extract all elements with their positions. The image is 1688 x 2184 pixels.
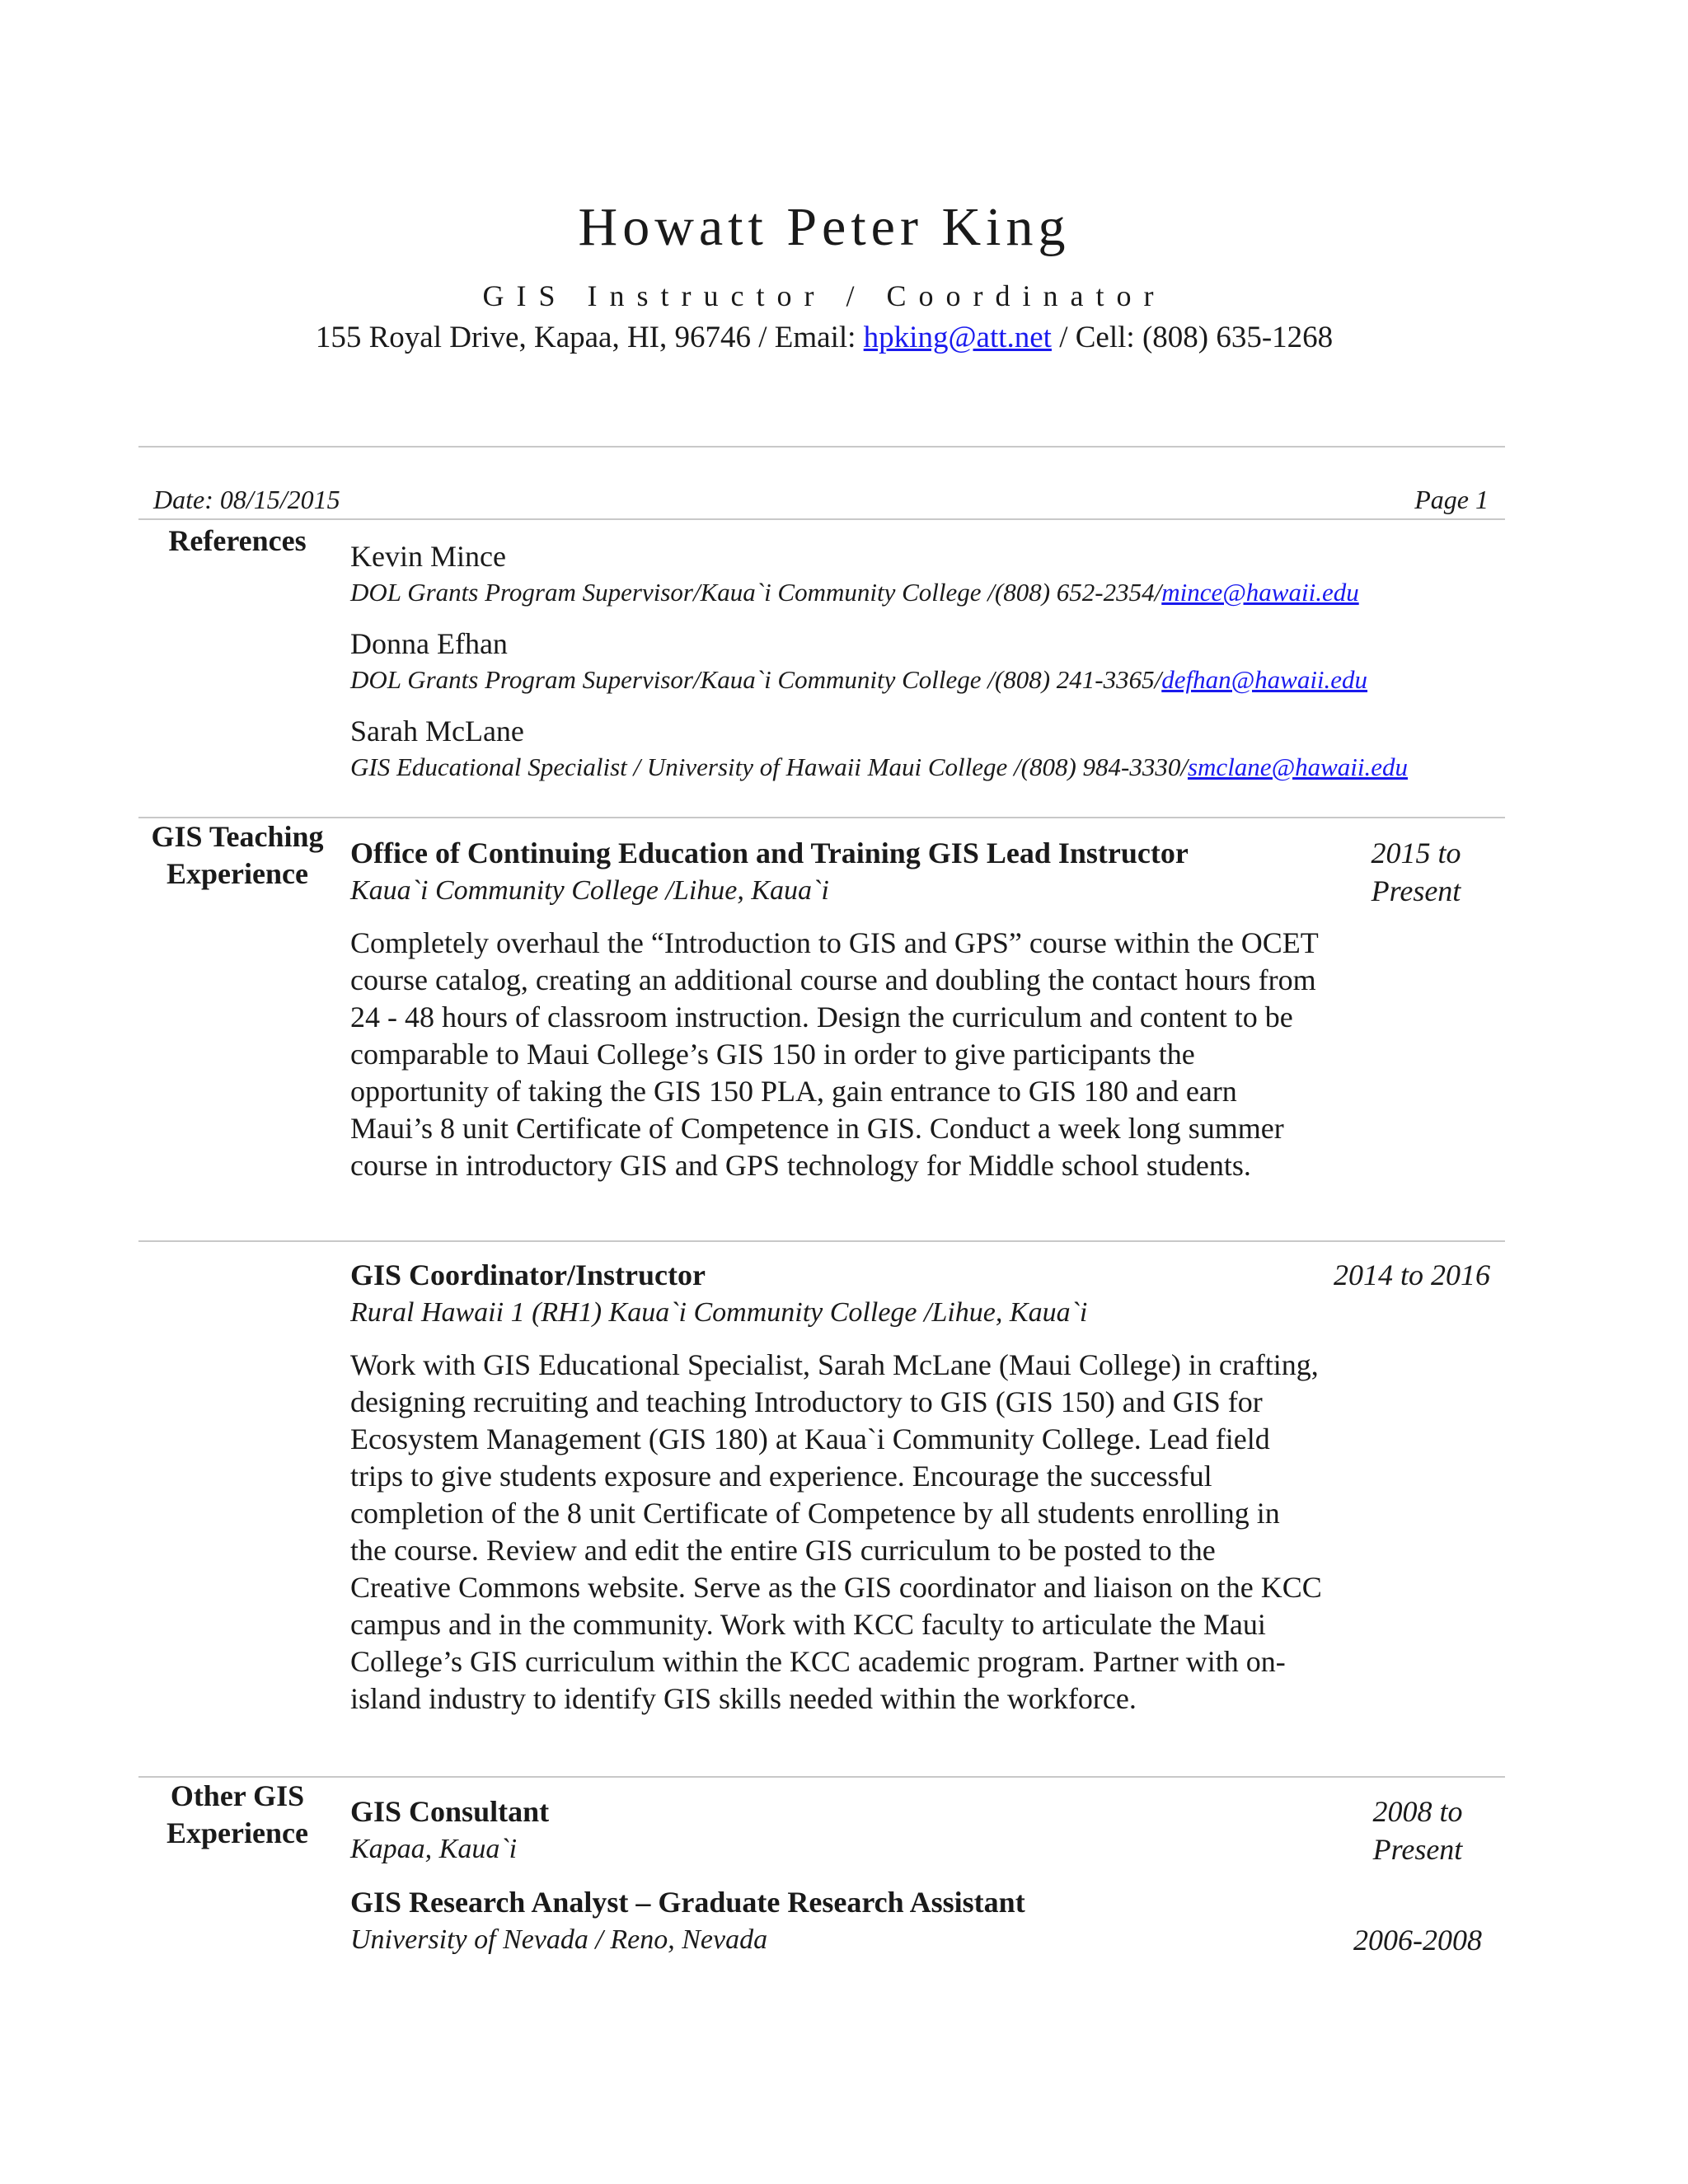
contact-address: 155 Royal Drive, Kapaa, HI, 96746 / Email: (315, 321, 864, 354)
reference-email-link[interactable]: mince@hawaii.edu (1161, 578, 1359, 607)
person-role: GIS Instructor / Coordinator (482, 279, 1166, 312)
job-organization: Rural Hawaii 1 (RH1) Kaua`i Community College /Lihue, Kaua`i (350, 1297, 1088, 1328)
reference-detail (350, 750, 1408, 785)
reference-detail (350, 663, 1367, 697)
job-entry (350, 1793, 549, 1868)
job-years: 2006-2008 (1353, 1924, 1482, 1957)
section-divider (138, 1240, 1505, 1242)
section-divider (138, 817, 1505, 818)
job-description: Completely overhaul the “Introduction to GIS and GPS” course within the OCET course catalog, creating an additional course and doubling the contact hours from 24 - 48 hours of classroom instruction. Design the curriculum and content to be comparable to Maui College’s GIS 150 in order to give participants the opportunity of taking the GIS 150 PLA, gain entrance to GIS 180 and earn Maui’s 8 unit Certificate of Competence in GIS. Conduct a week long summer course in introductory GIS and GPS technology for Middle school students. (350, 926, 1319, 1182)
job-entry (350, 834, 1323, 1184)
contact-line (0, 320, 1648, 355)
person-name: Howatt Peter King (578, 197, 1071, 257)
reference-email-link[interactable]: defhan@hawaii.edu (1161, 665, 1368, 694)
job-title: GIS Research Analyst – Graduate Research Assistant (350, 1886, 1025, 1919)
date-divider (138, 518, 1505, 520)
job-organization: Kapaa, Kaua`i (350, 1834, 518, 1864)
date-text: Date: 08/15/2015 (153, 485, 340, 514)
header-divider (138, 446, 1505, 448)
reference-item (350, 537, 1359, 610)
job-title: Office of Continuing Education and Training GIS Lead Instructor (350, 837, 1189, 869)
job-title: GIS Coordinator/Instructor (350, 1258, 706, 1291)
reference-name: Sarah McLane (350, 715, 524, 748)
reference-role: DOL Grants Program Supervisor/Kaua`i Community College /(808) 241-3365/ (350, 665, 1162, 694)
email-link[interactable]: hpking@att.net (863, 321, 1052, 354)
contact-phone: / Cell: (808) 635-1268 (1051, 321, 1334, 354)
job-entry (350, 1256, 1323, 1718)
reference-item (350, 712, 1408, 785)
job-organization: University of Nevada / Reno, Nevada (350, 1924, 768, 1955)
section-divider (138, 1776, 1505, 1778)
page-number: Page 1 (1414, 485, 1489, 514)
job-title: GIS Consultant (350, 1795, 550, 1828)
reference-role: GIS Educational Specialist / University of Hawaii Maui College /(808) 984-3330/ (350, 752, 1188, 781)
other-experience-heading: Other GIS Experience (166, 1779, 308, 1849)
job-entry (350, 1883, 1025, 1959)
reference-email-link[interactable]: smclane@hawaii.edu (1187, 752, 1408, 781)
date-line (153, 485, 1489, 515)
reference-name: Donna Efhan (350, 627, 508, 660)
job-organization: Kaua`i Community College /Lihue, Kaua`i (350, 875, 829, 906)
job-years: 2015 to Present (1371, 837, 1461, 907)
reference-detail (350, 575, 1359, 610)
reference-role: DOL Grants Program Supervisor/Kaua`i Community College /(808) 652-2354/ (350, 578, 1162, 607)
job-description: Work with GIS Educational Specialist, Sarah McLane (Maui College) in crafting, designing recruiting and teaching Introductory to GIS (GIS 150) and GIS for Ecosystem Management (GIS 180) at Kaua`i Community College. Lead field trips to give students exposure and experience. Encourage the successful completion of the 8 unit Certificate of Competence by all students enrolling in the course. Review and edit the entire GIS curriculum to be posted to the Creative Commons website. Serve as the GIS coordinator and liaison on the KCC campus and in the community. Work with KCC faculty to articulate the Maui College’s GIS curriculum within the KCC academic program. Partner with on-island industry to identify GIS skills needed within the workforce. (350, 1348, 1322, 1715)
reference-name: Kevin Mince (350, 540, 506, 573)
teaching-heading: GIS Teaching Experience (151, 820, 324, 890)
job-years: 2014 to 2016 (1334, 1258, 1491, 1291)
reference-item (350, 625, 1367, 697)
job-years: 2008 to Present (1372, 1795, 1463, 1866)
references-heading: References (168, 524, 307, 557)
